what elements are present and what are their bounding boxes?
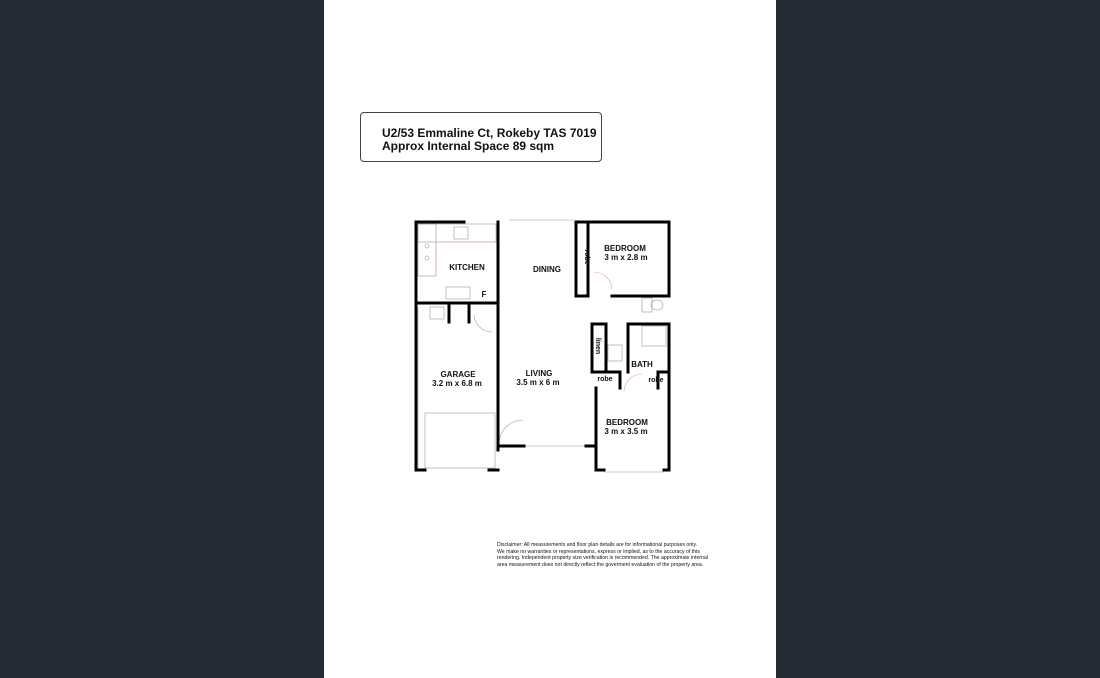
- kitchen-island: [446, 287, 470, 299]
- kitchen-sink-icon: [454, 227, 468, 239]
- cooktop-icon: [425, 256, 429, 260]
- kitchen-bench-top: [418, 224, 496, 242]
- garage-label: GARAGE: [440, 370, 476, 379]
- linen-label: linen: [594, 337, 601, 355]
- bedroom1-size: 3 m x 2.8 m: [604, 253, 648, 262]
- floor-plan-drawing: [324, 0, 776, 678]
- garage-door: [425, 413, 495, 468]
- disclaimer-line: area measurement does not directly reflect the goverment evaluation of the property area.: [497, 561, 704, 568]
- bedroom1-label: BEDROOM: [604, 244, 646, 253]
- dining-label: DINING: [533, 265, 561, 274]
- bedroom2-door-swing: [624, 374, 642, 392]
- living-door-swing: [499, 420, 523, 444]
- address-text: U2/53 Emmaline Ct, Rokeby TAS 7019: [382, 126, 597, 140]
- toilet-bowl-icon: [651, 300, 663, 310]
- disclaimer-text: [497, 542, 759, 568]
- floor-plan-sheet: [324, 0, 776, 678]
- robe-top-label: robe: [583, 249, 590, 265]
- garage-door-swing: [474, 315, 492, 332]
- living-size: 3.5 m x 6 m: [516, 378, 560, 387]
- disclaimer-line: Disclaimer: All measurements and floor plan details are for informational purposes only.: [497, 542, 698, 548]
- fridge-label: F: [481, 290, 487, 299]
- laundry-tub-icon: [430, 307, 444, 319]
- robe-left-label: robe: [597, 376, 613, 383]
- disclaimer-line: rendering. Independent property size verification is recommended. The approximate internal: [497, 555, 708, 562]
- garage-size: 3.2 m x 6.8 m: [432, 379, 482, 388]
- cooktop-icon: [425, 244, 429, 248]
- wall-bedroom2-east: [664, 388, 669, 470]
- toilet-cistern-icon: [642, 298, 652, 312]
- disclaimer-line: We make no warranties or representations, express or implied, as to the accuracy of this: [497, 548, 700, 555]
- bedroom2-size: 3 m x 3.5 m: [604, 427, 648, 436]
- living-label: LIVING: [525, 369, 553, 378]
- robe-right-label: robe: [648, 377, 664, 384]
- shower-icon: [642, 326, 666, 346]
- kitchen-label: KITCHEN: [449, 263, 485, 272]
- bath-label: BATH: [631, 360, 653, 369]
- bedroom1-door-swing: [594, 272, 612, 290]
- bedroom2-label: BEDROOM: [606, 418, 648, 427]
- vanity-icon: [608, 345, 622, 361]
- kitchen-bench-left: [418, 224, 436, 276]
- area-text: Approx Internal Space 89 sqm: [382, 139, 555, 153]
